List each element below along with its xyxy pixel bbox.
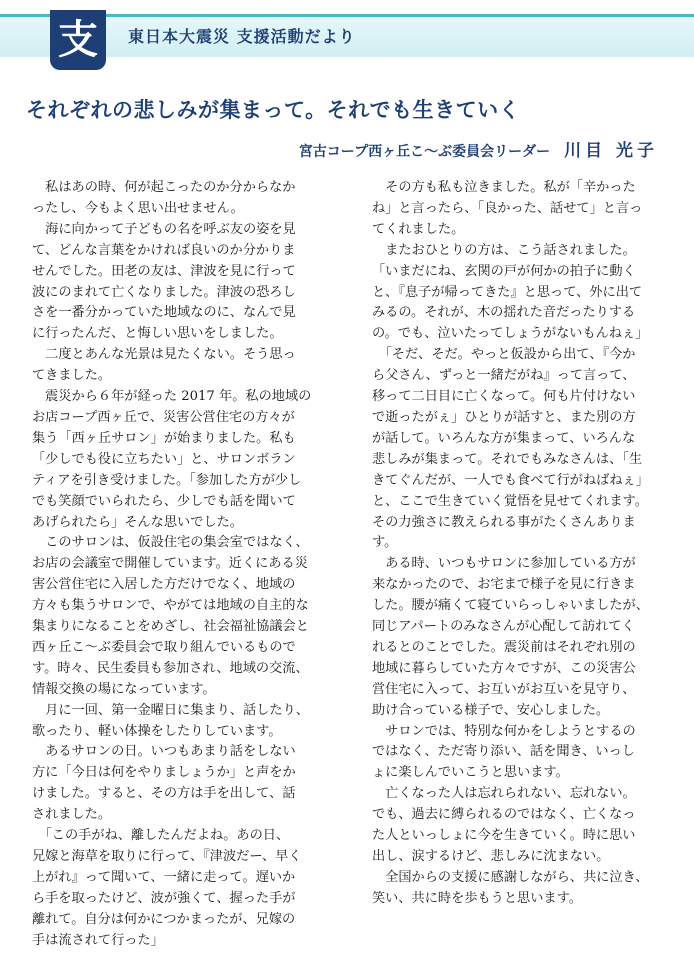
body-column-left	[32, 178, 328, 952]
body-line: でも笑顔でいられたら、少しでも話を聞いて	[32, 493, 296, 509]
body-line: 「少しでも役に立ちたい」と、サロンボラン	[32, 451, 296, 467]
body-line: が話して。いろんな方が集まって、いろんな	[372, 430, 636, 446]
body-line: した。腰が痛くて寝ていらっしゃいましたが、	[372, 598, 649, 614]
body-line: 方々も集うサロンで、やがては地域の自主的な	[32, 598, 309, 614]
body-line: と、ここで生きていく覚悟を見せてくれます。	[372, 493, 648, 509]
body-line: 情報交換の場になっています。	[32, 681, 216, 697]
body-line: 兄嫁と海草を取りに行って、『津波だー、早く	[32, 849, 302, 864]
body-line: の。でも、泣いたってしょうがないもんねぇ」	[372, 326, 649, 342]
body-line: でも、過去に縛られるのではなく、亡くなっ	[372, 807, 636, 823]
body-line: てくれました。	[372, 221, 465, 237]
body-line: お店の会議室で開催しています。近くにある災	[32, 556, 308, 572]
body-line: 離れて。自分は何かにつかまったが、兄嫁の	[32, 911, 296, 927]
header-badge	[50, 10, 106, 70]
body-line: ある時、いつもサロンに参加している方が	[372, 556, 636, 572]
body-line: 移って二日目に亡くなって。何も片付けない	[372, 389, 636, 405]
body-line: その方も私も泣きました。私が「辛かった	[372, 180, 636, 195]
body-line: あるサロンの日。いつもあまり話をしない	[32, 744, 296, 760]
body-line: その力強さに教えられる事がたくさんありま	[372, 514, 636, 530]
author-role: 宮古コープ西ヶ丘こ～ぶ委員会リーダー	[298, 144, 551, 160]
body-line: で逝ったがぇ」ひとりが話すと、また別の方	[372, 409, 636, 425]
body-line: きてぐんだが、一人でも食べて行がねばねぇ」	[372, 472, 649, 488]
body-line: 害公営住宅に入居した方だけでなく、地域の	[32, 577, 296, 593]
body-line: このサロンは、仮設住宅の集会室ではなく、	[32, 535, 309, 551]
body-line: 「この手がね、離したんだよね。あの日、	[32, 828, 290, 844]
body-line: 全国からの支援に感謝しながら、共に泣き、	[372, 869, 649, 885]
body-line: けました。すると、その方は手を出して、話	[32, 786, 296, 802]
article-headline: それぞれの悲しみが集まって。それでも生きていく	[26, 98, 521, 122]
body-line: またおひとりの方は、こう話されました。	[372, 242, 636, 258]
body-line: す。	[372, 535, 398, 551]
body-line: お店コープ西ヶ丘で、災害公営住宅の方々が	[32, 409, 295, 425]
body-line: ったし、今もよく思い出せません。	[32, 200, 244, 216]
header-badge-char: 支	[58, 17, 98, 63]
body-line: 営住宅に入って、お互いがお互いを見守り、	[372, 681, 636, 697]
body-line: 二度とあんな光景は見たくない。そう思っ	[32, 347, 296, 363]
body-line: 悲しみが集まって。それでもみなさんは、「生	[372, 451, 643, 467]
body-line: 上がれ』って聞いて、一緒に走って。遅いか	[32, 869, 296, 885]
body-line: ょに楽しんでいこうと思います。	[372, 765, 569, 781]
body-line: 笑い、共に時を歩もうと思います。	[372, 890, 582, 906]
body-line: さを一番分かっていた地域なのに、なんで見	[32, 305, 296, 321]
body-line: 出し、涙するけど、悲しみに沈まない。	[372, 849, 610, 864]
body-line: と、『息子が帰ってきた』と思って、外に出て	[372, 284, 643, 300]
body-line: 助け合っている様子で、安心しました。	[372, 702, 610, 718]
body-line: てきました。	[32, 368, 112, 384]
body-line: されました。	[32, 807, 112, 823]
body-line: た人といっしょに今を生きていく。時に思い	[372, 828, 636, 844]
body-line: 集う「西ヶ丘サロン」が始まりました。私も	[32, 430, 296, 446]
body-line: れるとのことでした。震災前はそれぞれ別の	[372, 639, 636, 655]
body-line: に行ったんだ、と悔しい思いをしました。	[32, 326, 283, 342]
body-line: ね」と言ったら、「良かった、話せて」と言っ	[372, 200, 643, 216]
series-title: 東日本大震災 支援活動だより	[128, 27, 356, 46]
body-line: あげられたら」そんな思いでした。	[32, 514, 243, 530]
body-line: ティアを引き受けました。「参加した方が少し	[32, 472, 302, 488]
body-line: 地域に暮らしていた方々ですが、この災害公	[372, 660, 636, 676]
body-line: 同じアパートのみなさんが心配して訪れてく	[372, 619, 635, 635]
body-line: ら手を取ったけど、波が強くて、握った手が	[32, 890, 296, 906]
body-line: 西ヶ丘こ～ぶ委員会で取り組んでいるもので	[32, 639, 296, 655]
body-line: 震災から６年が経った 2017 年。私の地域の	[32, 389, 312, 405]
body-column-right	[372, 178, 668, 910]
body-line: 手は流されて行った」	[32, 932, 164, 948]
body-line: 海に向かって子どもの名を呼ぶ友の姿を見	[32, 221, 296, 237]
body-line: す。時々、民生委員も参加され、地域の交流、	[32, 660, 309, 676]
body-line: 私はあの時、何が起こったのか分からなか	[32, 180, 296, 195]
body-line: せんでした。田老の友は、津波を見に行って	[32, 263, 296, 279]
body-line: 月に一回、第一金曜日に集まり、話したり、	[32, 702, 309, 718]
body-line: 方に「今日は何をやりましょうか」と声をか	[32, 765, 296, 781]
byline	[299, 136, 658, 161]
body-line: みるの。それが、木の揺れた音だったりする	[372, 305, 636, 321]
body-line: サロンでは、特別な何かをしようとするの	[372, 723, 636, 739]
author-name: 川目 光子	[564, 141, 658, 161]
body-line: 波にのまれて亡くなりました。津波の恐ろし	[32, 284, 296, 300]
body-line: 亡くなった人は忘れられない、忘れない。	[372, 786, 636, 802]
body-line: 集まりになることをめざし、社会福祉協議会と	[32, 619, 309, 635]
body-line: 歌ったり、軽い体操をしたりしています。	[32, 723, 282, 739]
body-line: ら父さん、ずっと一緒だがね』って言って、	[372, 368, 636, 384]
body-line: ではなく、ただ寄り添い、話を聞き、いっし	[372, 744, 635, 760]
body-line: て、どんな言葉をかければ良いのか分かりま	[32, 242, 296, 258]
body-line: 「いまだにね、玄関の戸が何かの拍子に動く	[372, 263, 636, 279]
body-line: 来なかったので、お宅まで様子を見に行きま	[372, 577, 636, 593]
body-line: 「そだ、そだ。やっと仮設から出て、『今か	[372, 347, 636, 363]
